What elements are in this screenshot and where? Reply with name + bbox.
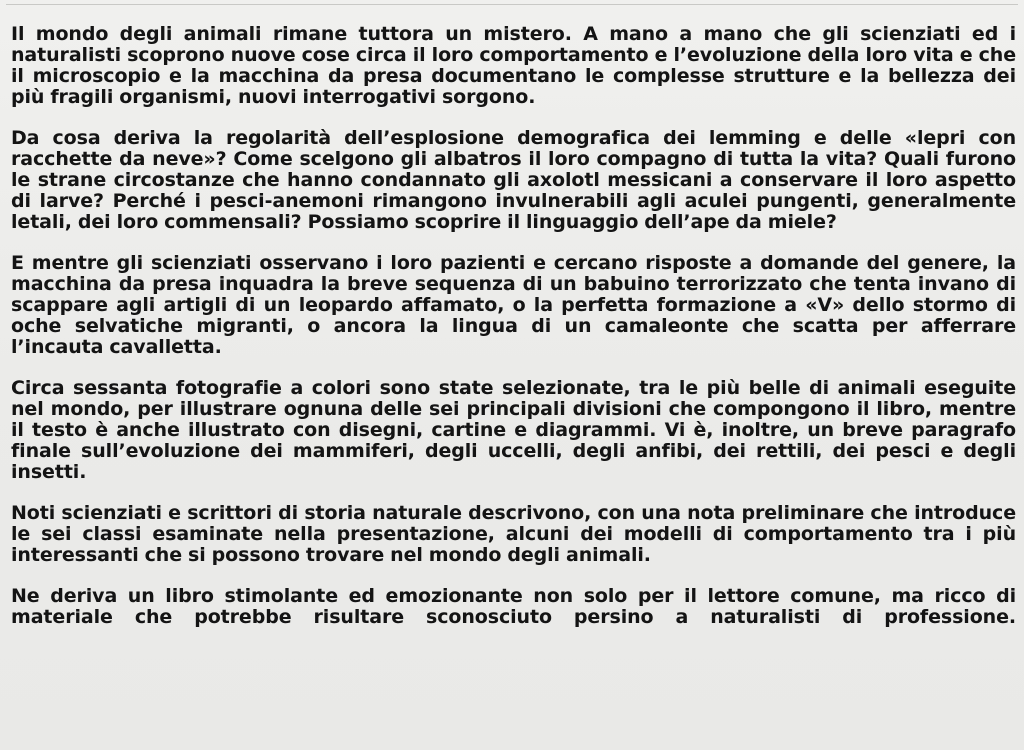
- paragraph-4: Circa sessanta fotografie a colori sono state selezionate, tra le più belle di animali eseguite nel mondo, per illustrare ognuna delle sei principali divisioni che compongono il libro, mentre il testo è anche illustrato con disegni, cartine e diagrammi. Vi è, inoltre, un breve paragrafo finale sull’evoluzione dei mammiferi, degli uccelli, degli anfibi, dei rettili, dei pesci e degli insetti.: [11, 377, 1016, 483]
- page-top-edge: [6, 4, 1018, 5]
- body-text: [11, 24, 1016, 628]
- paragraph-5: Noti scienziati e scrittori di storia naturale descrivono, con una nota preliminare che introduce le sei classi esaminate nella presentazione, alcuni dei modelli di comportamento tra i più interessanti che si possono trovare nel mondo degli animali.: [11, 502, 1016, 566]
- paragraph-1: Il mondo degli animali rimane tuttora un mistero. A mano a mano che gli scienziati ed i naturalisti scoprono nuove cose circa il loro comportamento e l’evoluzione della loro vita e che il microscopio e la macchina da presa documentano le complesse strutture e la bellezza dei più fragili organismi, nuovi interrogativi sorgono.: [11, 23, 1016, 108]
- paragraph-2: Da cosa deriva la regolarità dell’esplosione demografica dei lemming e delle «lepri con racchette da neve»? Come scelgono gli albatros il loro compagno di tutta la vita? Quali furono le strane circostanze che hanno condannato gli axolotl messicani a conservare il loro aspetto di larve? Perché i pesci-anemoni rimangono invulnerabili agli aculei pungenti, generalmente letali, dei loro commensali? Possiamo scoprire il linguaggio dell’ape da miele?: [11, 127, 1016, 233]
- paragraph-6: Ne deriva un libro stimolante ed emozionante non solo per il lettore comune, ma ricco di materiale che potrebbe risultare sconosciuto persino a naturalisti di professione.: [11, 585, 1016, 628]
- paragraph-3: E mentre gli scienziati osservano i loro pazienti e cercano risposte a domande del genere, la macchina da presa inquadra la breve sequenza di un babuino terrorizzato che tenta invano di scappare agli artigli di un leopardo affamato, o la perfetta formazione a «V» dello stormo di oche selvatiche migranti, o ancora la lingua di un camaleonte che scatta per afferrare l’incauta cavalletta.: [11, 252, 1016, 358]
